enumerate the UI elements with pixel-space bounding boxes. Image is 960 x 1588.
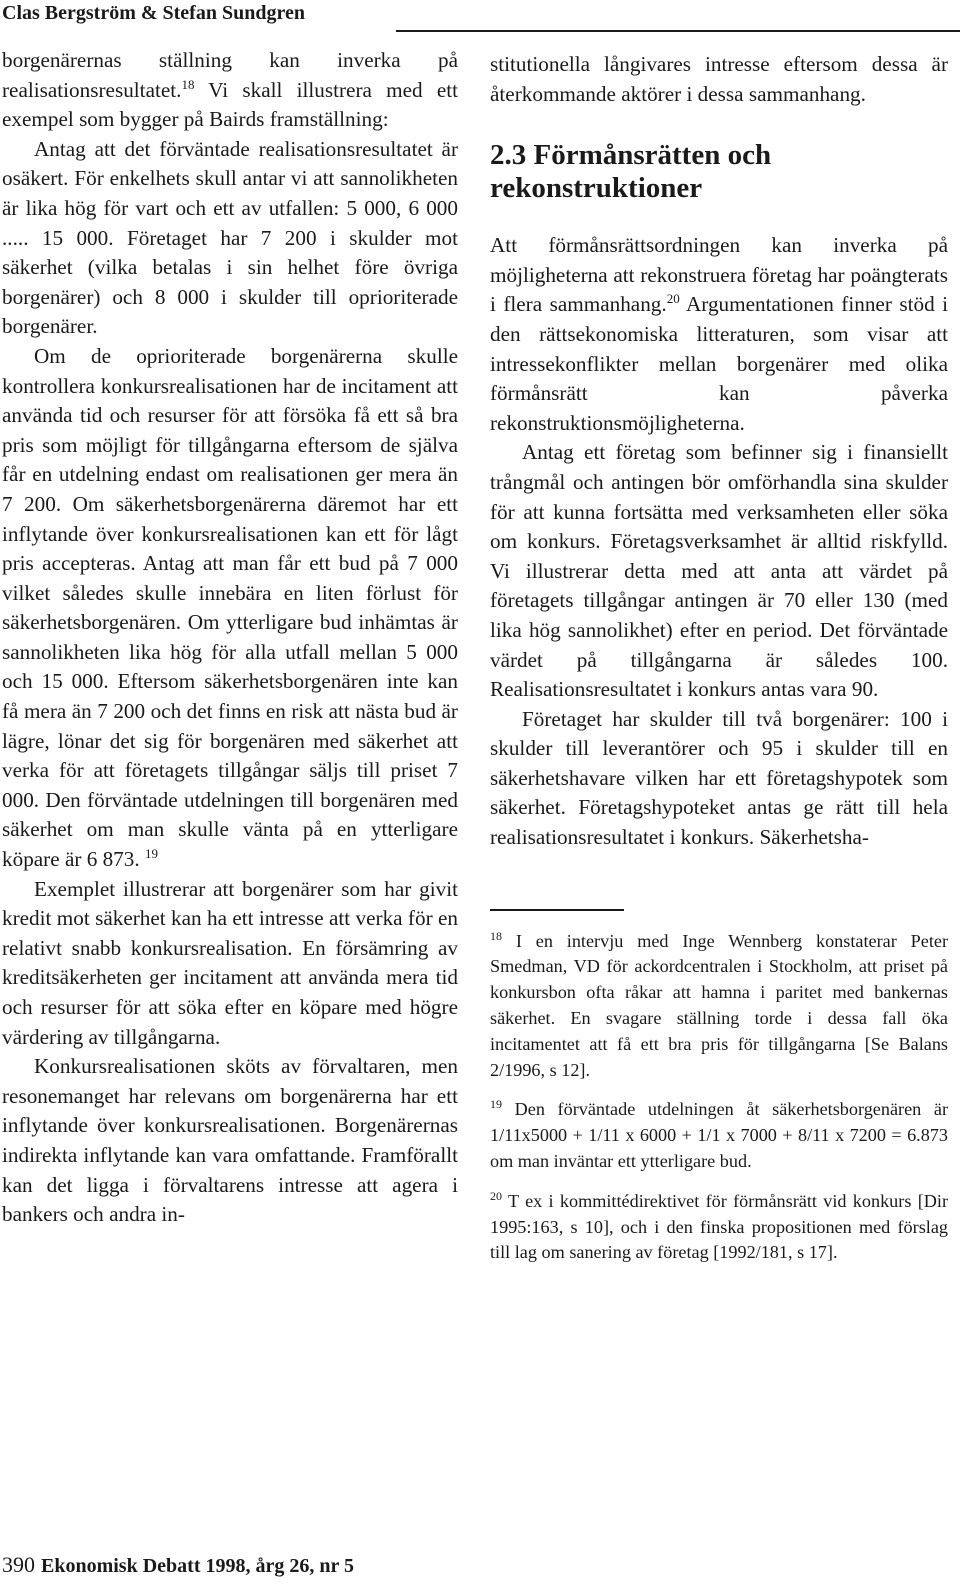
paragraph [2,46,458,135]
paragraph-text: Att förmånsrättsordningen kan inverka på möjligheterna att rekonstruera företag har poängterats i flera sammanhang. [490,233,948,317]
paragraph-text: borgenärernas ställning kan inverka på realisationsresultatet. [2,48,458,102]
footnote-ref: 18 [181,76,195,92]
footnote [490,929,948,1084]
footnote-text: I en intervju med Inge Wennberg konstaterar Peter Smedman, VD för ackordcentralen i Stockholm, att priset på konkursbon ofta råkar att hamna i paritet med bankernas säkerhet. En svagare ställning torde i dessa fall öka incitamentet att få ett bra pris för tillgångarna [Se Balans 2/1996, s 12]. [490,930,949,1080]
section-heading: 2.3 Förmånsrätten och rekonstruktioner [490,139,772,205]
paragraph: stitutionella långivares intresse eftersom dessa är återkommande aktörer i dessa sammanhang. [490,52,948,106]
paragraph: Konkursrealisationen sköts av förvaltaren, men resonemanget har relevans om borgenärerna har ett inflytande över konkursrealisationen. Borgenärernas indirekta inflytande kan vara omfattande. Framförallt kan det ligga i förvaltarens intresse att agera i bankers och andra in- [2,1054,458,1227]
journal-citation: Ekonomisk Debatt 1998, årg 26, nr 5 [41,1555,354,1577]
page-number: 390 [2,1552,35,1577]
footnote [490,1189,948,1266]
paragraph: Antag att det förväntade realisationsresultatet är osäkert. För enkelhets skull antar vi att sannolikheten är lika hög för vart och ett av utfallen: 5 000, 6 000 ..... 15 000. Företaget har 7 200 i skulder mot säkerhet (vilka betalas i sin helhet före övriga borgenärer) och 8 000 i skulder till oprioriterade borgenärer. [2,136,458,339]
left-column [2,46,458,1230]
footnote-ref: 19 [144,846,158,862]
header-authors: Clas Bergström & Stefan Sundgren [2,2,305,24]
paragraph-text: Argumentationen finner stöd i den rättsekonomiska litteraturen, som visar att intressekonflikter mellan borgenärer med olika förmånsrätt kan påverka rekonstruktionsmöjligheterna. [490,292,948,435]
footnote-text: Den förväntade utdelningen åt säkerhetsborgenären är 1/11x5000 + 1/11 x 6000 + 1/1 x 7000 + 8/11 x 7200 = 6.873 om man inväntar ett ytterligare bud. [490,1099,949,1172]
footnote-ref: 20 [666,291,680,307]
paragraph: Exemplet illustrerar att borgenärer som har givit kredit mot säkerhet kan ha ett intresse att verka för en relativt snabb konkursrealisation. En försämring av kreditsäkerheten ger incitament att använda mera tid och resurser för att söka efter en köpare med högre värdering av tillgångarna. [2,876,458,1049]
paragraph-text: Vi skall illustrera med ett exempel som bygger på Bairds framställning: [2,77,458,132]
footnote-number: 20 [490,1188,502,1203]
paragraph [2,342,458,875]
paragraph: Antag ett företag som befinner sig i finansiellt trångmål och antingen bör omförhandla sina skulder för att kunna fortsätta med verksamheten eller söka om konkurs. Företagsverksamhet är alltid riskfylld. Vi illustrerar detta med att anta att värdet på företagets tillgångar antingen är 70 eller 130 (med lika hög sannolikhet) efter en period. Det förväntade värdet på tillgångarna är således 100. Realisationsresultatet i konkurs antas vara 90. [490,440,948,702]
page-footer [2,1552,354,1578]
paragraph [490,231,948,438]
footnote-rule [490,909,624,911]
footnote-number: 18 [490,928,502,943]
footnote-text: T ex i kommittédirektivet för förmånsrätt vid konkurs [Dir 1995:163, s 10], och i den finska propositionen med förslag till lag om sanering av företag [1992/181, s 17]. [490,1190,949,1263]
header-rule [396,30,960,32]
running-header [0,0,960,30]
footnote-number: 19 [490,1097,502,1112]
footnote [490,1097,948,1174]
right-column [490,50,948,1280]
paragraph: Företaget har skulder till två borgenärer: 100 i skulder till leverantörer och 95 i skulder till en säkerhetshavare vilken har ett företagshypotek som säkerhet. Företagshypoteket antas ge rätt till hela realisationsresultatet i konkurs. Säkerhetsha- [490,706,948,850]
paragraph-text: Om de oprioriterade borgenärerna skulle kontrollera konkursrealisationen har de incitament att använda tid och resurser för att försöka få ett så bra pris som möjligt för tillgångarna eftersom de själva får en utdelning endast om realisationen ger mera än 7 200. Om säkerhetsborgenärerna däremot har ett inflytande över konkursrealisationen kan ett för lågt pris accepteras. Antag att man får ett bud på 7 000 vilket således skulle innebära en liten förlust för säkerhetsborgenären. Om ytterligare bud inhämtas är sannolikheten lika hög för alla utfall mellan 5 000 och 15 000. Eftersom säkerhetsborgenären inte kan få mera än 7 200 och det finns en risk att nästa bud är lägre, lönar det sig för borgenären med säkerhet att verka för att företagets tillgångar säljs till priset 7 000. Den förväntade utdelningen till borgenären med säkerhet om man skulle vänta på en ytterligare köpare är 6 873. [2,343,458,872]
